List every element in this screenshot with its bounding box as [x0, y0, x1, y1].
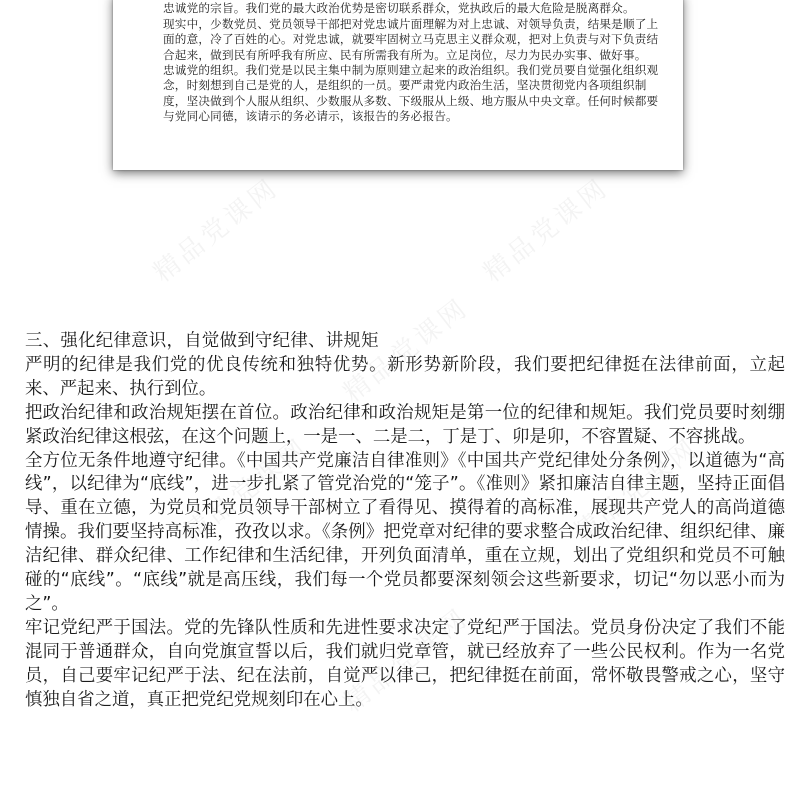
- paragraph-political-discipline: 把政治纪律和政治规矩摆在首位。政治纪律和政治规矩是第一位的纪律和规矩。我们党员要时刻绷紧政治纪律这根弦，在这个问题上，一是一、二是二，丁是丁、卯是卯，不容置疑、不容挑战。: [25, 402, 785, 447]
- slide-image: [113, 0, 683, 170]
- slide-text: [163, 0, 668, 125]
- watermark: 精品党课网: [478, 172, 615, 289]
- slide-paragraph-reality: 现实中，少数党员、党员领导干部把对党忠诚片面理解为对上忠诚、对领导负责，结果是顺了上面的意，冷了百姓的心。对党忠诚，就要牢固树立马克思主义群众观，把对上负责与对下负责结合起来，做到民有所呼我有所应、民有所需我有所为。立足岗位，尽力为民办实事、做好事。: [163, 16, 659, 62]
- watermark: 精品党课网: [178, 432, 315, 549]
- paragraph-party-discipline-law: 牢记党纪严于国法。党的先锋队性质和先进性要求决定了党纪严于国法。党员身份决定了我们不能混同于普通群众，自向党旗宣誓以后，我们就归党章管，就已经放弃了一些公民权利。作为一名党员，自己要牢记纪严于法、纪在法前，自觉严以律己，把纪律挺在前面，常怀敬畏警戒之心，坚守慎独自省之道，真正把党纪党规刻印在心上。: [25, 617, 785, 710]
- watermark: 精品党课网: [148, 172, 285, 289]
- paragraph-discipline-tradition: 严明的纪律是我们党的优良传统和独特优势。新形势新阶段，我们要把纪律挺在法律前面，立起来、严起来、执行到位。: [25, 354, 785, 399]
- watermark: 精品党课网: [568, 432, 705, 549]
- paragraph-comprehensive-discipline: 全方位无条件地遵守纪律。《中国共产党廉洁自律准则》《中国共产党纪律处分条例》，以道德为“高线”，以纪律为“底线”，进一步扎紧了管党治党的“笼子”。《准则》紧扣廉洁自律主题，坚持正面倡导、重在立德，为党员和党员领导干部树立了看得见、摸得着的高标准，展现共产党人的高尚道德情操。我们要坚持高标准，孜孜以求。《条例》把党章对纪律的要求整合成政治纪律、组织纪律、廉洁纪律、群众纪律、工作纪律和生活纪律，开列负面清单，重在立规，划出了党组织和党员不可触碰的“底线”。“底线”就是高压线，我们每一个党员都要深刻领会这些新要求，切记“勿以恶小而为之”。: [25, 450, 785, 614]
- slide-paragraph-organization: 忠诚党的组织。我们党是以民主集中制为原则建立起来的政治组织。我们党员要自觉强化组织观念，时刻想到自己是党的人，是组织的一员。要严肃党内政治生活，坚决贯彻党内各项组织制度，坚决做到个人服从组织、少数服从多数、下级服从上级、地方服从中央文章。任何时候都要与党同心同德，该请示的务必请示，该报告的务必报告。: [163, 63, 659, 124]
- document-body: [25, 330, 785, 713]
- watermark: 精品党课网: [338, 602, 475, 719]
- section-heading: 三、强化纪律意识，自觉做到守纪律、讲规矩: [25, 331, 379, 351]
- slide-paragraph-purpose: 忠诚党的宗旨。我们党的最大政治优势是密切联系群众，党执政后的最大危险是脱离群众。: [163, 1, 635, 16]
- watermark: 精品党课网: [338, 292, 475, 409]
